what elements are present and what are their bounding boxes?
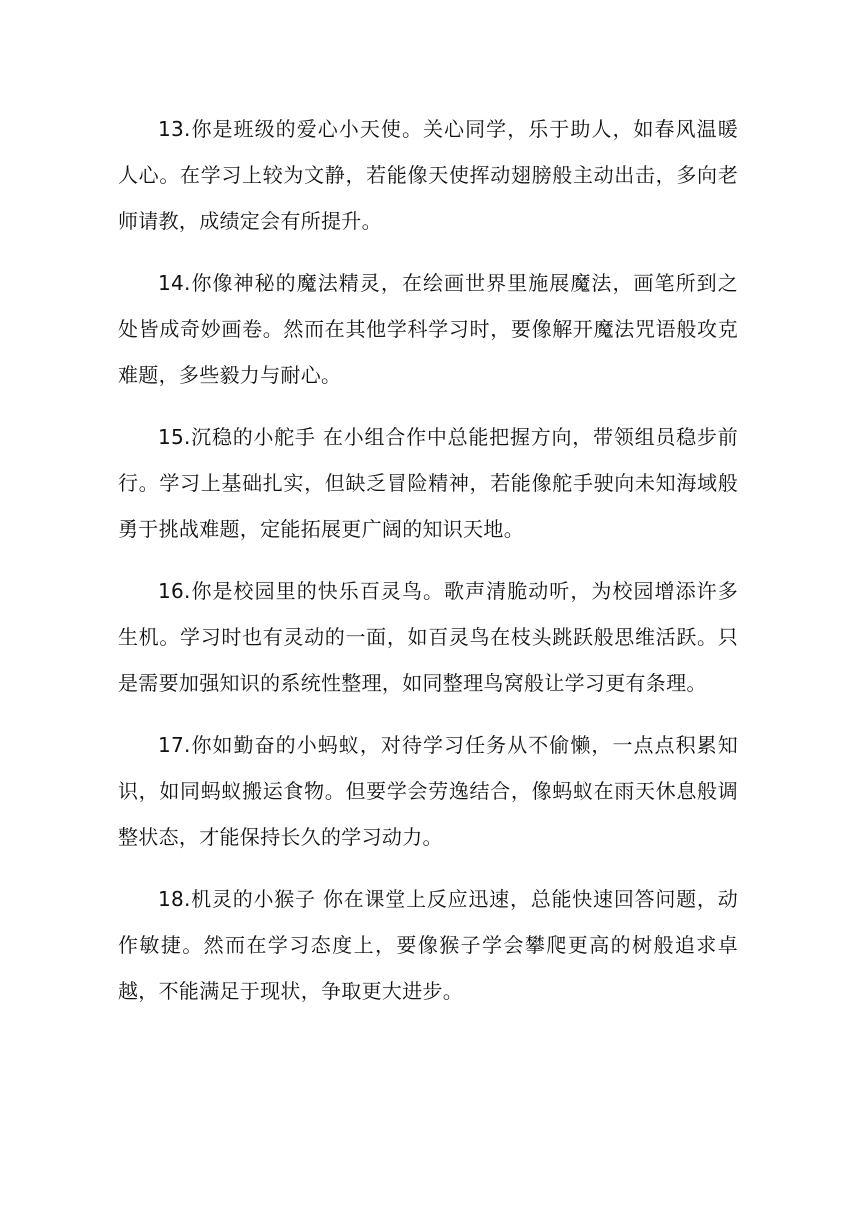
comment-paragraph-14: 14.你像神秘的魔法精灵，在绘画世界里施展魔法，画笔所到之处皆成奇妙画卷。然而在其他学科学习时，要像解开魔法咒语般攻克难题，多些毅力与耐心。 bbox=[118, 271, 738, 387]
comment-paragraph-16: 16.你是校园里的快乐百灵鸟。歌声清脆动听，为校园增添许多生机。学习时也有灵动的一面，如百灵鸟在枝头跳跃般思维活跃。只是需要加强知识的系统性整理，如同整理鸟窝般让学习更有条理。 bbox=[118, 579, 738, 695]
comment-paragraph-18: 18.机灵的小猴子 你在课堂上反应迅速，总能快速回答问题，动作敏捷。然而在学习态度上，要像猴子学会攀爬更高的树般追求卓越，不能满足于现状，争取更大进步。 bbox=[118, 887, 738, 1003]
document-body bbox=[118, 106, 738, 1030]
comment-paragraph-17: 17.你如勤奋的小蚂蚁，对待学习任务从不偷懒，一点点积累知识，如同蚂蚁搬运食物。但要学会劳逸结合，像蚂蚁在雨天休息般调整状态，才能保持长久的学习动力。 bbox=[118, 733, 738, 849]
comment-paragraph-13: 13.你是班级的爱心小天使。关心同学，乐于助人，如春风温暖人心。在学习上较为文静，若能像天使挥动翅膀般主动出击，多向老师请教，成绩定会有所提升。 bbox=[118, 117, 738, 233]
comment-paragraph-15: 15.沉稳的小舵手 在小组合作中总能把握方向，带领组员稳步前行。学习上基础扎实，但缺乏冒险精神，若能像舵手驶向未知海域般勇于挑战难题，定能拓展更广阔的知识天地。 bbox=[118, 425, 738, 541]
